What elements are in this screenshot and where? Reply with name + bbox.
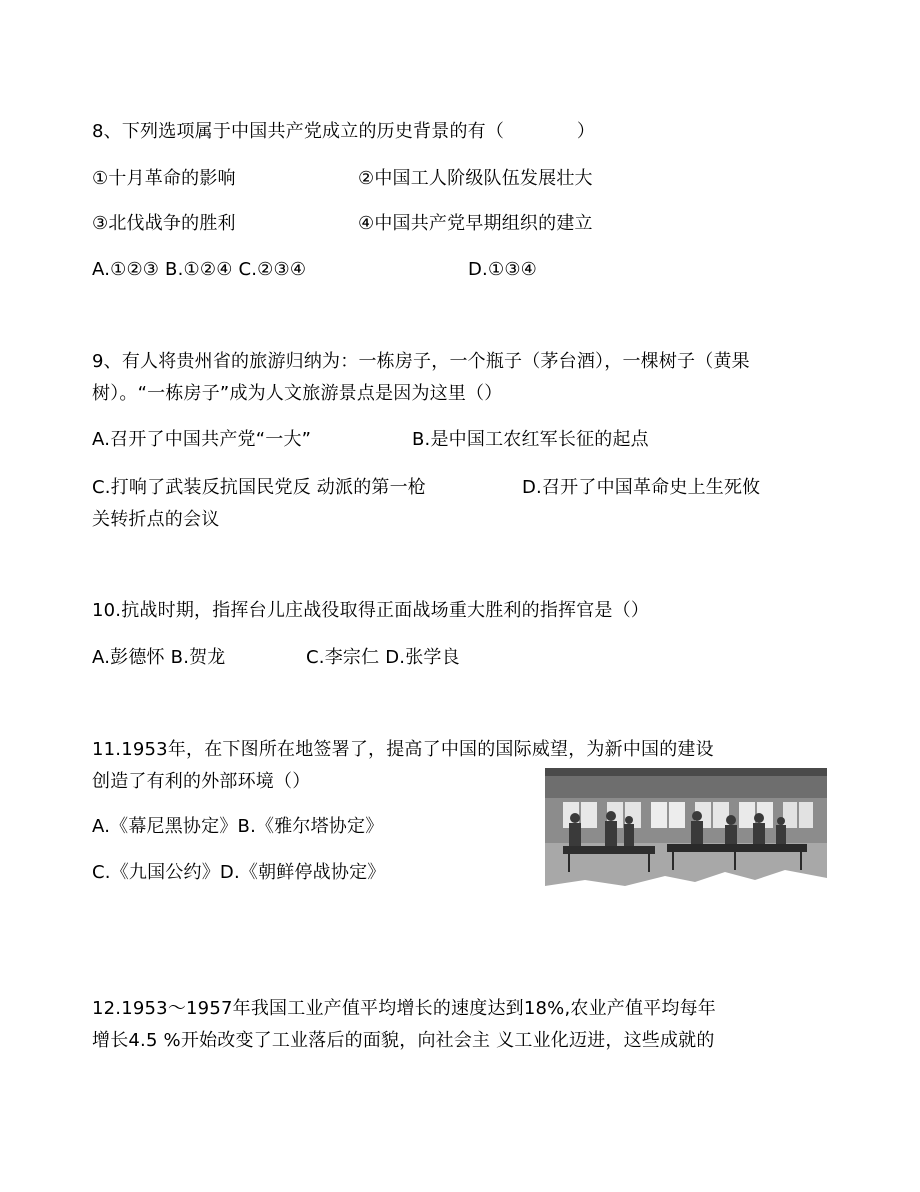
q11-stem-line-2: 创造了有利的外部环境（） [92, 771, 311, 792]
q10-options-cd: C.李宗仁 D.张学良 [306, 647, 460, 668]
q9-option-d: D.召开了中国革命史上生死攸 [522, 477, 761, 498]
q12-stem-line-1: 12.1953～1957年我国工业产值平均增长的速度达到18%,农业产值平均每年 [92, 998, 716, 1019]
q8-item-4: ④中国共产党早期组织的建立 [358, 213, 593, 234]
q8-options-abc: A.①②③ B.①②④ C.②③④ [92, 259, 307, 280]
q8-option-d: D.①③④ [468, 259, 537, 280]
q8-item-2: ②中国工人阶级队伍发展壮大 [358, 168, 593, 189]
q10-options-ab: A.彭德怀 B.贺龙 [92, 647, 226, 668]
photo-table-right [667, 844, 807, 852]
q9-stem-line-1: 9、有人将贵州省的旅游归纳为：一栋房子，一个瓶子（茅台酒），一棵树子（黄果 [92, 351, 750, 372]
q11-stem-line-1: 11.1953年，在下图所在地签署了，提高了中国的国际威望，为新中国的建设 [92, 739, 714, 760]
q9-option-a: A.召开了中国共产党“一大” [92, 429, 312, 450]
q11-options-cd: C.《九国公约》D.《朝鲜停战协定》 [92, 862, 386, 883]
q9-option-b: B.是中国工农红军长征的起点 [412, 429, 649, 450]
q8-item-1: ①十月革命的影响 [92, 168, 236, 189]
armistice-hall-photo [545, 768, 827, 896]
q12-stem-line-2: 增长4.5 %开始改变了工业落后的面貌，向社会主 义工业化迈进，这些成就的 [92, 1030, 715, 1051]
q10-stem: 10.抗战时期，指挥台儿庄战役取得正面战场重大胜利的指挥官是（） [92, 600, 650, 621]
q11-options-ab: A.《幕尼黑协定》B.《雅尔塔协定》 [92, 816, 384, 837]
armistice-hall-photo-drawing [545, 768, 827, 896]
q8-stem: 8、下列选项属于中国共产党成立的历史背景的有（ ） [92, 121, 596, 142]
photo-ceiling-beam [545, 768, 827, 776]
q9-option-d-continued: 关转折点的会议 [92, 509, 220, 530]
q9-stem-line-2: 树）。“一栋房子”成为人文旅游景点是因为这里（） [92, 383, 503, 404]
q9-option-c: C.打响了武装反抗国民党反 动派的第一枪 [92, 477, 427, 498]
q8-item-3: ③北伐战争的胜利 [92, 213, 236, 234]
photo-table-left [563, 846, 655, 854]
